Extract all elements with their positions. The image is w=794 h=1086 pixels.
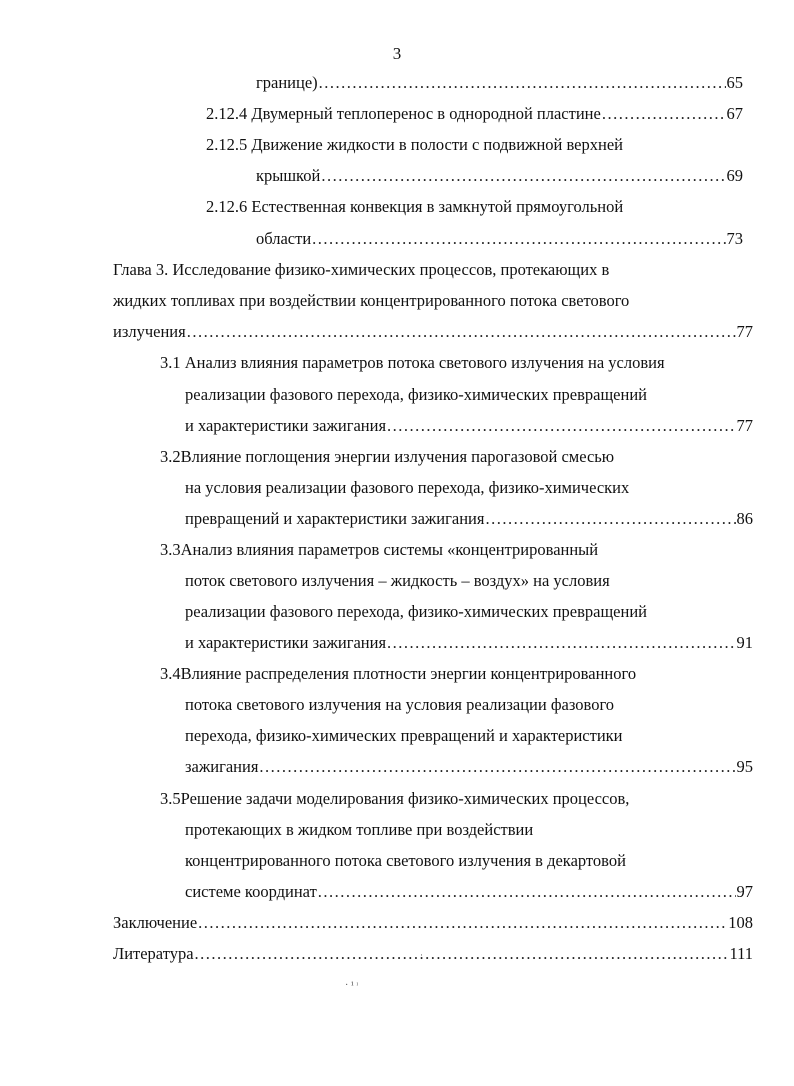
section-number: 2.12.6 [206,197,248,216]
toc-entry-text: протекающих в жидком топливе при воздействии [185,820,534,839]
toc-entry-text: крышкой [256,166,321,185]
toc-entry-2-12-5-line1 [206,130,623,160]
section-number: 2.12.5 [206,135,248,154]
toc-page-number: 108 [728,913,753,932]
toc-entry-text: перехода, физико-химических превращений и характеристики [185,726,623,745]
section-number: 3.5 [160,789,181,808]
toc-entry-3-4-line4 [185,752,753,782]
dot-leader [187,317,736,347]
toc-page-number: 95 [736,757,753,776]
toc-entry-3-3-line1 [160,535,598,565]
toc-entry-2-12-5-line2 [256,161,743,191]
toc-entry-text: Литература [113,944,194,963]
section-number: 3.4 [160,664,181,683]
toc-chapter-3-line1 [113,255,609,285]
section-number: 3.2 [160,447,181,466]
toc-entry-text: превращений и характеристики зажигания [185,509,485,528]
toc-entry-3-2-line3 [185,504,753,534]
toc-page-number: 86 [736,509,753,528]
toc-entry-3-4-line2 [185,690,614,720]
scan-artifact: · ¹ ᶦ [345,980,358,991]
toc-entry-text: потока светового излучения на условия реализации фазового [185,695,615,714]
toc-entry-text: Влияние поглощения энергии излучения парогазовой смесью [180,447,615,466]
toc-entry-text: жидких топливах при воздействии концентрированного потока светового [113,291,630,310]
toc-entry-3-3-line2 [185,566,610,596]
toc-entry-text: на условия реализации фазового перехода, физико-химических [185,478,630,497]
toc-entry-text: области [256,229,312,248]
toc-entry-text: Анализ влияния параметров системы «концентрированный [180,540,599,559]
toc-entry-text: Двумерный теплоперенос в однородной пластине [251,104,601,123]
toc-entry-2-12-6-line2 [256,224,743,254]
toc-entry-text: Движение жидкости в полости с подвижной верхней [251,135,623,154]
dot-leader [602,99,726,129]
dot-leader [319,68,726,98]
toc-entry-3-3-line4 [185,628,753,658]
toc-page-number: 77 [736,322,753,341]
toc-entry-3-2-line2 [185,473,629,503]
toc-entry-3-5-line3 [185,846,626,876]
toc-entry-3-4-line3 [185,721,623,751]
toc-entry-3-5-line1 [160,784,629,814]
dot-leader [195,939,729,969]
toc-entry-text: Анализ влияния параметров потока светового излучения на условия [184,353,665,372]
toc-page-number: 77 [736,416,753,435]
toc-entry-2-12-6-line1 [206,192,623,222]
toc-entry-text: и характеристики зажигания [185,633,387,652]
toc-page-number: 97 [736,882,753,901]
dot-leader [198,908,727,938]
toc-entry-literature [113,939,753,969]
toc-entry-text: и характеристики зажигания [185,416,387,435]
toc-entry-text: Глава 3. Исследование физико-химических процессов, протекающих в [113,260,610,279]
toc-entry-text: излучения [113,322,186,341]
toc-entry-text: реализации фазового перехода, физико-химических превращений [185,385,647,404]
toc-entry-3-4-line1 [160,659,636,689]
toc-entry-3-1-line1 [160,348,665,378]
toc-chapter-3-line3 [113,317,753,347]
toc-entry-3-5-line4 [185,877,753,907]
dot-leader [485,504,735,534]
dot-leader [312,224,725,254]
toc-entry-text: реализации фазового перехода, физико-химических превращений [185,602,647,621]
toc-page-number: 73 [726,229,743,248]
toc-entry-3-5-line2 [185,815,533,845]
toc-entry-3-3-line3 [185,597,647,627]
dot-leader [321,161,725,191]
section-number: 2.12.4 [206,104,248,123]
toc-entry-text: границе) [256,73,318,92]
toc-entry-text: концентрированного потока светового излучения в декартовой [185,851,626,870]
toc-entry-2-12-4 [206,99,743,129]
toc-entry-conclusion [113,908,753,938]
toc-entry-3-2-line1 [160,442,614,472]
dot-leader [259,752,735,782]
toc-page-number: 69 [726,166,743,185]
toc-entry-text: зажигания [185,757,259,776]
dot-leader [318,877,736,907]
toc-page-number: 65 [726,73,743,92]
toc-entry-text: Естественная конвекция в замкнутой прямоугольной [251,197,624,216]
toc-entry-3-1-line3 [185,411,753,441]
dot-leader [387,628,735,658]
toc-chapter-3-line2 [113,286,629,316]
toc-entry-text: Решение задачи моделирования физико-химических процессов, [180,789,630,808]
toc-page-number: 67 [726,104,743,123]
page-number: 3 [392,44,402,63]
toc-entry-2-12-3-tail [256,68,743,98]
toc-page-number: 91 [736,633,753,652]
section-number: 3.3 [160,540,181,559]
toc-entry-text: Влияние распределения плотности энергии концентрированного [180,664,637,683]
dot-leader [387,411,735,441]
toc-entry-text: Заключение [113,913,198,932]
toc-page-number: 111 [729,944,753,963]
toc-entry-3-1-line2 [185,380,647,410]
scan-artifact: · [420,950,423,960]
toc-entry-text: поток светового излучения – жидкость – воздух» на условия [185,571,610,590]
section-number: 3.1 [160,353,181,372]
toc-entry-text: системе координат [185,882,317,901]
